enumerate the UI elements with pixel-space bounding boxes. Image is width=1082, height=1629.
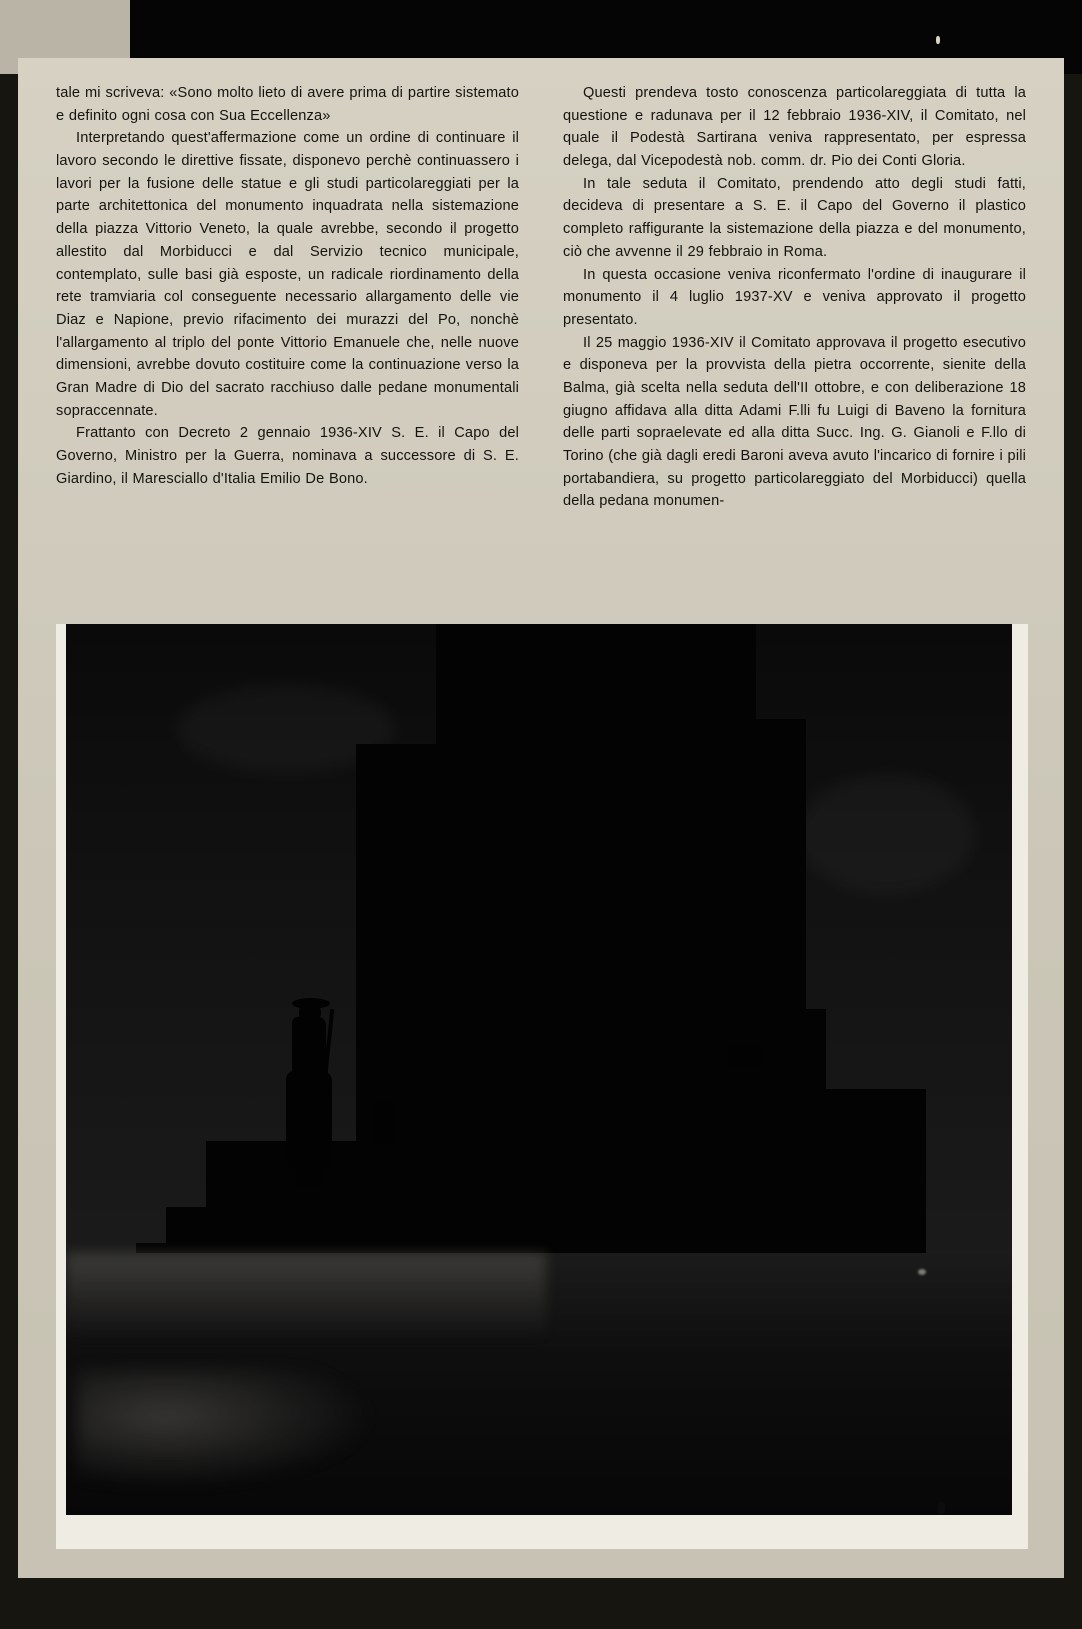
photo-right-margin [1012,624,1028,1549]
paragraph: Il 25 maggio 1936-XIV il Comitato approvava il progetto esecutivo e disponeva per la provvista della pietra occorrente, sienite della Balma, già scelta nella seduta dell'II ottobre, e con deliberazione 18 giugno affidava alla ditta Adami F.lli fu Luigi di Baveno la fornitura delle parti sopraelevate ed alla ditta Succ. Ing. G. Gianoli e F.llo di Torino (che già dagli eredi Baroni aveva avuto l'incarico di fornire i pili portabandiera, su progetto particolareggiato del Morbiducci) quella della pedana monumen- [563,334,1026,510]
photo-bottom-margin [56,1515,1028,1549]
photograph-frame [56,624,1028,1549]
paragraph: Questi prendeva tosto conoscenza particolareggiata di tutta la questione e radunava per il 12 febbraio 1936-XIV, il Comitato, nel quale il Podestà Sartirana veniva rappresentato, per espressa delega, dal Vicepodestà nob. comm. dr. Pio dei Conti Gloria. [563,85,1026,170]
document-page [18,58,1064,1578]
column-left [56,82,519,592]
page-dust-speck-icon [938,1502,945,1514]
dust-speck-icon [936,36,940,44]
soldier-helmet [292,998,330,1009]
ground-highlight [66,1253,546,1349]
paragraph: tale mi scriveva: «Sono molto lieto di avere prima di partire sistemato e definito ogni cosa con Sua Eccellenza» [56,85,519,124]
sky-grain [796,774,976,894]
photo-dust-speck-icon [918,1269,926,1275]
paragraph: Frattanto con Decreto 2 gennaio 1936-XIV S. E. il Capo del Governo, Ministro per la Guerra, nominava a successore di S. E. Giardino, il Maresciallo d'Italia Emilio De Bono. [56,425,519,487]
monument-left-shaft [356,744,446,1044]
secondary-figure [374,1101,396,1145]
ground-highlight-secondary [76,1369,376,1489]
monument-main-shaft [436,624,756,1029]
soldier-coat [286,1071,332,1167]
text-body [56,82,1026,592]
paragraph: Interpretando quest'affermazione come un ordine di continuare il lavoro secondo le direttive fissate, disponevo perchè continuassero i lavori per la fusione delle statue e gli studi particolareggiati per la parte architettonica del monumento inquadrata nella sistemazione della piazza Vittorio Veneto, la quale avrebbe, secondo il progetto allestito dal Morbiducci e dal Servizio tecnico municipale, contemplato, sulle basi già esposte, un radicale riordinamento della rete tramviaria col conseguente necessario allargamento delle vie Diaz e Napione, previo rifacimento dei murazzi del Po, nonchè l'allargamento al triplo del ponte Vittorio Emanuele che, nelle nuove dimensioni, avrebbe dovuto costituire come la continuazione verso la Gran Madre di Dio del sacrato racchiuso dalle pedane monumentali sopraccennate. [56,130,519,419]
paragraph: In questa occasione veniva riconfermato l'ordine di inaugurare il monumento il 4 luglio 1937-XV e veniva approvato il progetto presentato. [563,266,1026,328]
paragraph: In tale seduta il Comitato, prendendo atto degli studi fatti, decideva di presentare a S. E. il Capo del Governo il plastico completo raffigurante la sistemazione della piazza e del monumento, ciò che avvenne il 29 febbraio in Roma. [563,175,1026,260]
photo-left-margin [56,624,66,1549]
column-right [563,82,1026,592]
monument-right-plinth [816,1089,926,1249]
monument-photograph [56,624,1028,1549]
ledge-relief [728,1043,762,1069]
